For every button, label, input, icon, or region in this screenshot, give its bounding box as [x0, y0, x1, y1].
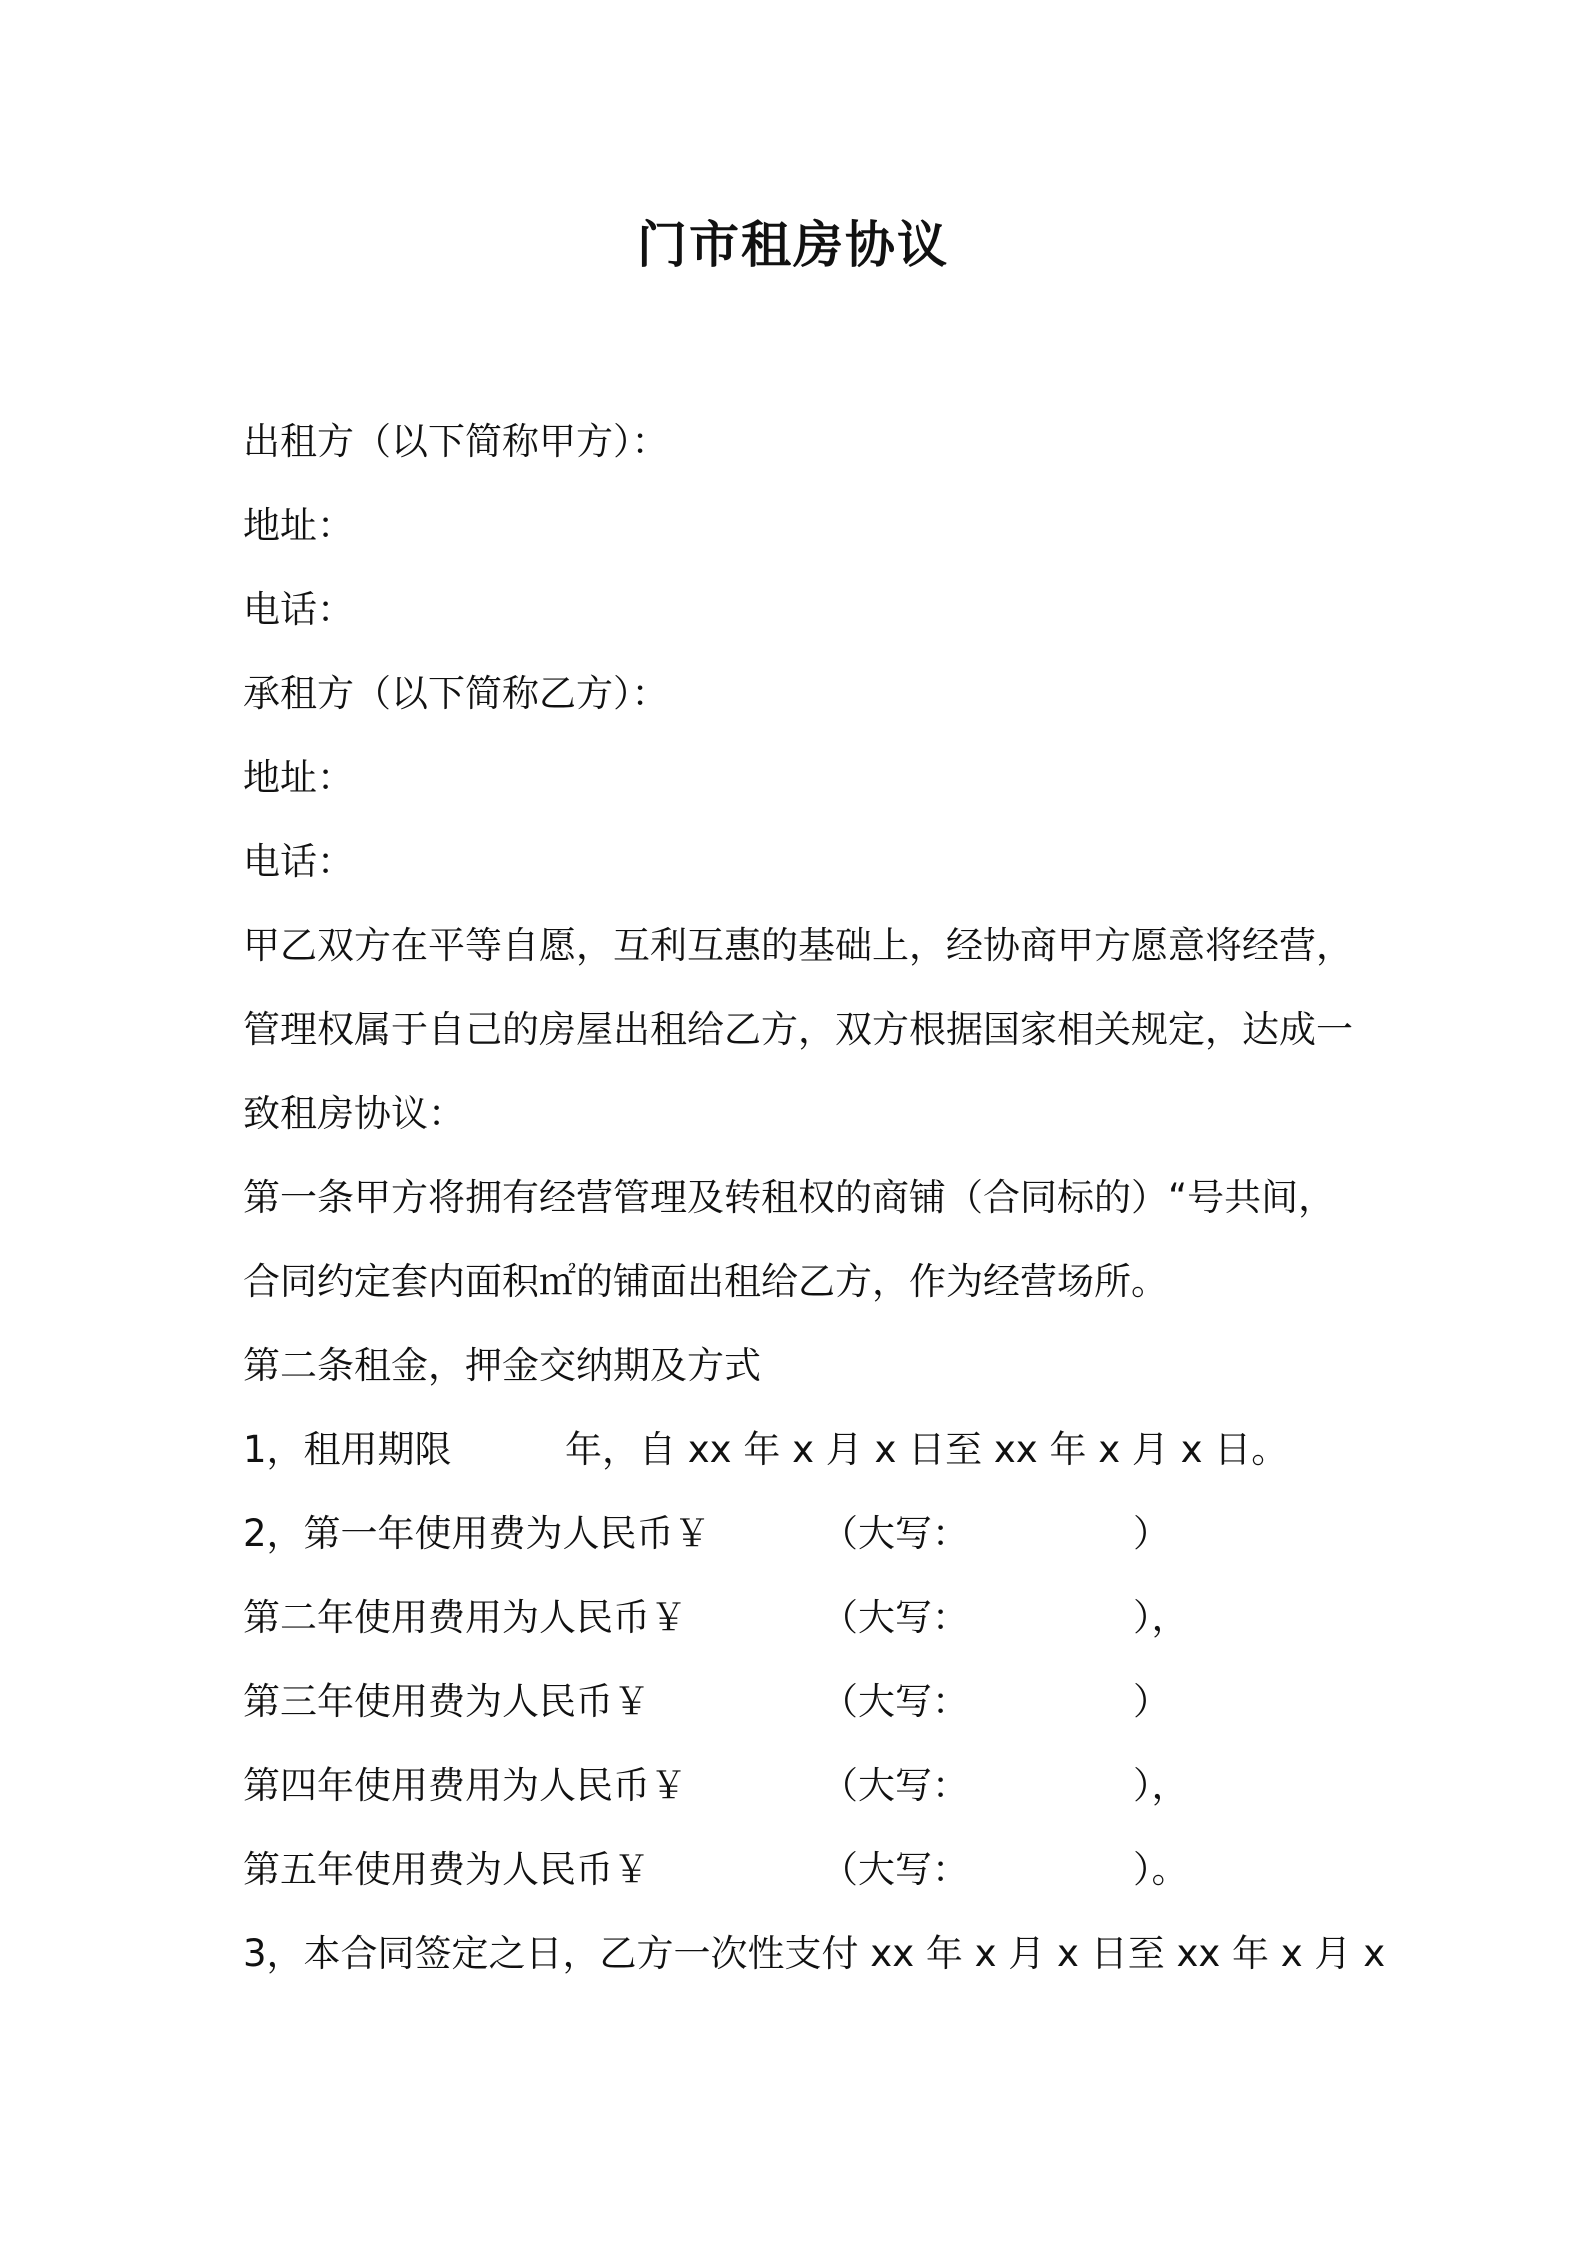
fee-daxie: （大写： [821, 1848, 969, 1891]
fee-close: ）， [1133, 1596, 1189, 1639]
lessor-address-line: 地址： [243, 504, 354, 547]
lessee-address-line: 地址： [243, 756, 354, 799]
article1-line: 合同约定套内面积㎡的铺面出租给乙方，作为经营场所。 [243, 1260, 1168, 1303]
term-dates: 年，自 xx 年 x 月 x 日至 xx 年 x 月 x 日。 [565, 1428, 1289, 1471]
fee-close: ） [1133, 1512, 1170, 1555]
fee-line [243, 1576, 1363, 1660]
fee-label: 第五年使用费为人民币￥ [243, 1848, 650, 1891]
fee-close: ） [1133, 1680, 1170, 1723]
fee-label: 第三年使用费为人民币￥ [243, 1680, 650, 1723]
term-line [243, 1408, 1363, 1492]
fee-line [243, 1828, 1363, 1912]
term-label: 1，租用期限 [243, 1428, 452, 1471]
preamble-line: 致租房协议： [243, 1092, 465, 1135]
document-title: 门市租房协议 [637, 216, 949, 274]
lessee-phone-line: 电话： [243, 840, 354, 883]
lessor-line: 出租方（以下简称甲方）： [243, 420, 669, 463]
fee-label: 第二年使用费用为人民币￥ [243, 1596, 687, 1639]
article2-title: 第二条租金，押金交纳期及方式 [243, 1344, 761, 1387]
fee-close: ）。 [1133, 1848, 1189, 1891]
lessor-phone-line: 电话： [243, 588, 354, 631]
fee-daxie: （大写： [821, 1764, 969, 1807]
fee-daxie: （大写： [821, 1680, 969, 1723]
fee-line [243, 1744, 1363, 1828]
article1-line: 第一条甲方将拥有经营管理及转租权的商铺（合同标的）“号共间， [243, 1176, 1336, 1219]
fee-label: 2，第一年使用费为人民币￥ [243, 1512, 711, 1555]
fee-line [243, 1492, 1363, 1576]
lessee-line: 承租方（以下简称乙方）： [243, 672, 669, 715]
fee-daxie: （大写： [821, 1512, 969, 1555]
fee-line [243, 1660, 1363, 1744]
document-body [243, 400, 1386, 1996]
preamble-line: 甲乙双方在平等自愿，互利互惠的基础上，经协商甲方愿意将经营， [243, 924, 1353, 967]
fee-label: 第四年使用费用为人民币￥ [243, 1764, 687, 1807]
fee-daxie: （大写： [821, 1596, 969, 1639]
preamble-line: 管理权属于自己的房屋出租给乙方，双方根据国家相关规定，达成一 [243, 1008, 1353, 1051]
payment-line: 3，本合同签定之日，乙方一次性支付 xx 年 x 月 x 日至 xx 年 x 月 x [243, 1932, 1386, 1975]
fee-close: ）， [1133, 1764, 1189, 1807]
